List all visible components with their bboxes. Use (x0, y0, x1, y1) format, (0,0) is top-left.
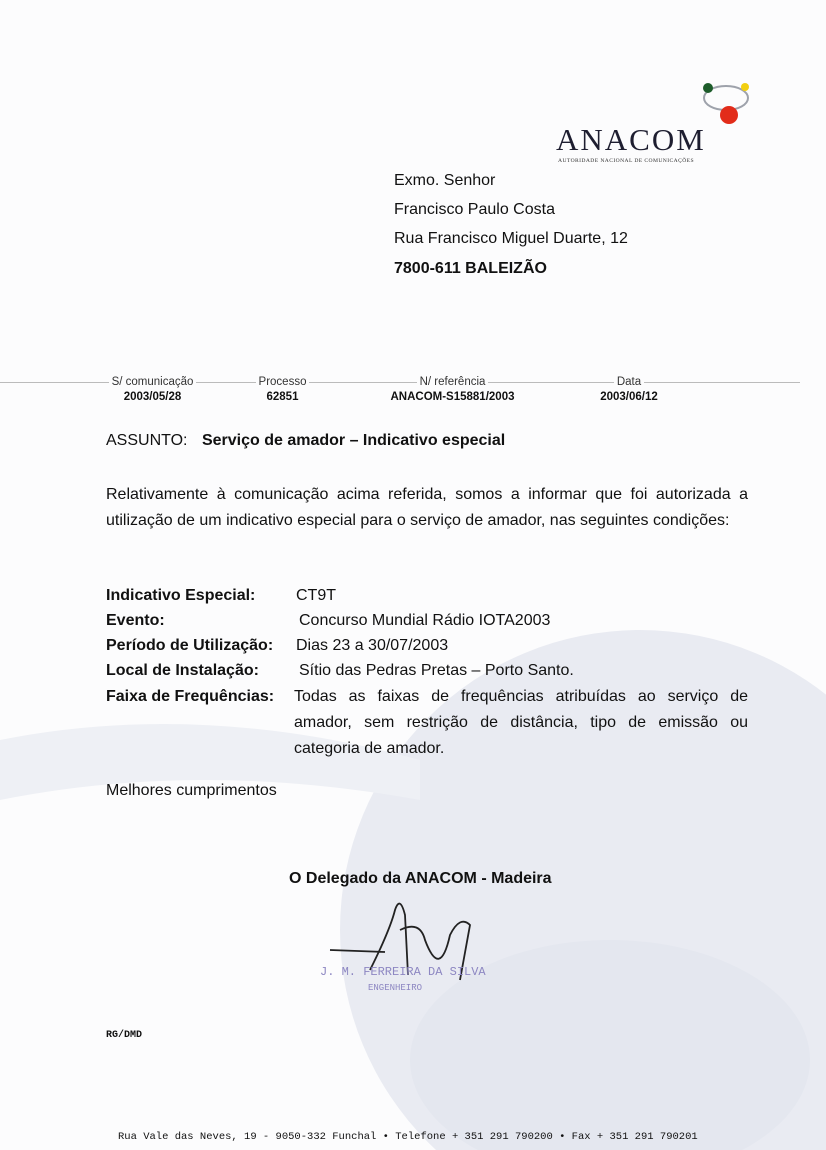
detail-value: Sítio das Pedras Pretas – Porto Santo. (299, 662, 574, 679)
detail-label: Local de Instalação: (106, 662, 259, 679)
closing-greeting: Melhores cumprimentos (106, 782, 277, 799)
subject-line (106, 432, 505, 450)
detail-value: Todas as faixas de frequências atribuídas ao serviço de amador, sem restrição de distância, tipo de emissão ou categoria de amador. (294, 688, 748, 757)
detail-label: Faixa de Frequências: (106, 688, 275, 705)
anacom-logo (556, 78, 726, 168)
ref-label: Data (614, 376, 644, 388)
subject-value: Serviço de amador – Indicativo especial (201, 432, 506, 449)
logo-subtitle: AUTORIDADE NACIONAL DE COMUNICAÇÕES (558, 158, 694, 164)
signature-stamp (300, 890, 500, 1000)
ref-value: 62851 (266, 391, 299, 403)
detail-label: Indicativo Especial: (106, 587, 256, 604)
logo-mark-icon (696, 78, 756, 128)
stamp-name: J. M. FERREIRA DA SILVA (320, 965, 486, 979)
body-paragraph: Relativamente à comunicação acima referida, somos a informar que foi autorizada a utilização de um indicativo especial para o serviço de amador, nas seguintes condições: (106, 486, 748, 529)
recipient-salutation: Exmo. Senhor (394, 172, 496, 189)
recipient-postal: 7800-611 BALEIZÃO (394, 260, 547, 277)
detail-value: CT9T (296, 587, 336, 604)
detail-label: Evento: (106, 612, 165, 629)
detail-value: Dias 23 a 30/07/2003 (296, 637, 449, 654)
detail-label: Período de Utilização: (106, 637, 274, 654)
signatory-title: O Delegado da ANACOM - Madeira (289, 870, 552, 887)
ref-label: N/ referência (417, 376, 489, 388)
ref-value: ANACOM-S15881/2003 (390, 391, 515, 403)
ref-process (240, 372, 325, 403)
ref-your-communication (100, 372, 205, 403)
ref-value: 2003/06/12 (600, 391, 658, 403)
ref-our-reference (370, 372, 535, 403)
ref-label: Processo (256, 376, 310, 388)
stamp-role: ENGENHEIRO (368, 983, 423, 993)
recipient-name: Francisco Paulo Costa (394, 201, 555, 218)
ref-label: S/ comunicação (109, 376, 197, 388)
logo-brand-name: ANACOM (556, 122, 706, 157)
ref-value: 2003/05/28 (123, 391, 182, 403)
subject-label: ASSUNTO: (106, 432, 188, 449)
footer-address: Rua Vale das Neves, 19 - 9050-332 Funchal • Telefone + 351 291 790200 • Fax + 351 291 790201 (118, 1131, 698, 1143)
document-code: RG/DMD (106, 1030, 143, 1041)
reference-bar (0, 372, 826, 412)
detail-value: Concurso Mundial Rádio IOTA2003 (299, 612, 551, 629)
recipient-street: Rua Francisco Miguel Duarte, 12 (394, 230, 628, 247)
ref-date (584, 372, 674, 403)
